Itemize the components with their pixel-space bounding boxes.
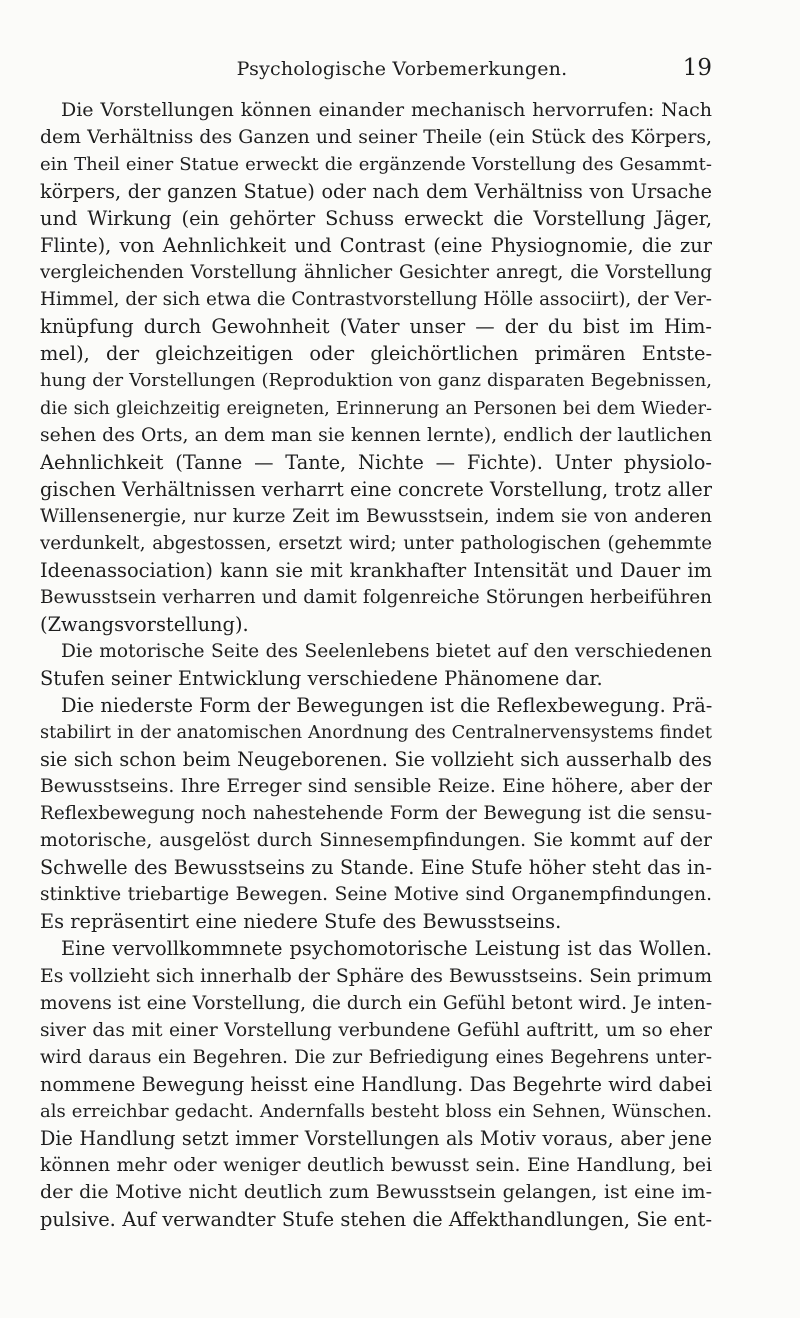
text-line: mel), der gleichzeitigen oder gleichörtlichen primären Entste- bbox=[40, 342, 712, 366]
text-line: (Zwangsvorstellung). bbox=[40, 612, 249, 636]
text-line: Es repräsentirt eine niedere Stufe des Bewusstseins. bbox=[40, 910, 562, 934]
text-line: vergleichenden Vorstellung ähnlicher Gesichter anregt, die Vorstellung bbox=[40, 262, 712, 284]
text-line: ein Theil einer Statue erweckt die ergänzende Vorstellung des Gesammt- bbox=[40, 154, 712, 176]
text-line: dem Verhältniss des Ganzen und seiner Theile (ein Stück des Körpers, bbox=[40, 127, 712, 149]
text-line: und Wirkung (ein gehörter Schuss erweckt die Vorstellung Jäger, bbox=[40, 207, 712, 231]
text-line: der die Motive nicht deutlich zum Bewusstsein gelangen, ist eine im- bbox=[40, 1180, 712, 1203]
text-line: stinktive triebartige Bewegen. Seine Motive sind Organempfindungen. bbox=[40, 884, 712, 906]
body-text bbox=[40, 97, 712, 1233]
text-line: Schwelle des Bewusstseins zu Stande. Eine Stufe höher steht das in- bbox=[40, 856, 712, 880]
text-line: pulsive. Auf verwandter Stufe stehen die Affekthandlungen, Sie ent- bbox=[40, 1207, 712, 1231]
text-line: hung der Vorstellungen (Reproduktion von ganz disparaten Begebnissen, bbox=[40, 370, 712, 392]
text-line: wird daraus ein Begehren. Die zur Befriedigung eines Begehrens unter- bbox=[40, 1046, 712, 1068]
text-line: Stufen seiner Entwicklung verschiedene Phänomene dar. bbox=[40, 666, 603, 690]
text-line: sie sich schon beim Neugeborenen. Sie vollzieht sich ausserhalb des bbox=[40, 748, 712, 772]
text-line: knüpfung durch Gewohnheit (Vater unser — der du bist im Him- bbox=[40, 315, 712, 339]
text-line: nommene Bewegung heisst eine Handlung. Das Begehrte wird dabei bbox=[40, 1072, 712, 1096]
text-line: können mehr oder weniger deutlich bewusst sein. Eine Handlung, bei bbox=[40, 1154, 712, 1176]
text-line: Es vollzieht sich innerhalb der Sphäre des Bewusstseins. Sein primum bbox=[40, 965, 712, 987]
text-line: Bewusstseins. Ihre Erreger sind sensible Reize. Eine höhere, aber der bbox=[40, 776, 712, 798]
text-line: Willensenergie, nur kurze Zeit im Bewusstsein, indem sie von anderen bbox=[40, 505, 712, 527]
text-line: Himmel, der sich etwa die Contrastvorstellung Hölle associirt), der Ver- bbox=[40, 289, 712, 311]
text-line: die sich gleichzeitig ereigneten, Erinnerung an Personen bei dem Wieder- bbox=[40, 397, 712, 419]
text-line: körpers, der ganzen Statue) oder nach dem Verhältniss von Ursache bbox=[40, 180, 712, 204]
text-line: Aehnlichkeit (Tanne — Tante, Nichte — Fichte). Unter physiolo- bbox=[40, 450, 712, 474]
text-line: als erreichbar gedacht. Andernfalls besteht bloss ein Sehnen, Wünschen. bbox=[40, 1100, 712, 1122]
text-line: movens ist eine Vorstellung, die durch ein Gefühl betont wird. Je inten- bbox=[40, 992, 712, 1014]
text-line: motorische, ausgelöst durch Sinnesempfindungen. Sie kommt auf der bbox=[40, 830, 712, 852]
text-line: Ideenassociation) kann sie mit krankhafter Intensität und Dauer im bbox=[40, 558, 712, 582]
running-title: Psychologische Vorbemerkungen. bbox=[236, 58, 568, 80]
text-line: Eine vervollkommnete psychomotorische Leistung ist das Wollen. bbox=[61, 937, 712, 961]
text-line: Reflexbewegung noch nahestehende Form der Bewegung ist die sensu- bbox=[40, 803, 712, 825]
page-number: 19 bbox=[682, 55, 712, 81]
text-line: Flinte), von Aehnlichkeit und Contrast (eine Physiognomie, die zur bbox=[40, 234, 712, 258]
text-line: Die niederste Form der Bewegungen ist die Reflexbewegung. Prä- bbox=[61, 694, 712, 718]
text-line: stabilirt in der anatomischen Anordnung des Centralnervensystems findet bbox=[40, 722, 712, 744]
page-header bbox=[92, 55, 712, 88]
text-line: siver das mit einer Vorstellung verbundene Gefühl auftritt, um so eher bbox=[40, 1019, 712, 1041]
text-line: gischen Verhältnissen verharrt eine concrete Vorstellung, trotz aller bbox=[40, 477, 712, 501]
text-line: Die Handlung setzt immer Vorstellungen als Motiv voraus, aber jene bbox=[40, 1126, 712, 1150]
text-line: Die motorische Seite des Seelenlebens bietet auf den verschiedenen bbox=[61, 640, 712, 662]
text-line: Bewusstsein verharren und damit folgenreiche Störungen herbeiführen bbox=[40, 586, 712, 608]
text-line: sehen des Orts, an dem man sie kennen lernte), endlich der lautlichen bbox=[40, 424, 712, 446]
text-line: verdunkelt, abgestossen, ersetzt wird; unter pathologischen (gehemmte bbox=[40, 532, 712, 554]
text-line: Die Vorstellungen können einander mechanisch hervorrufen: Nach bbox=[61, 99, 712, 121]
